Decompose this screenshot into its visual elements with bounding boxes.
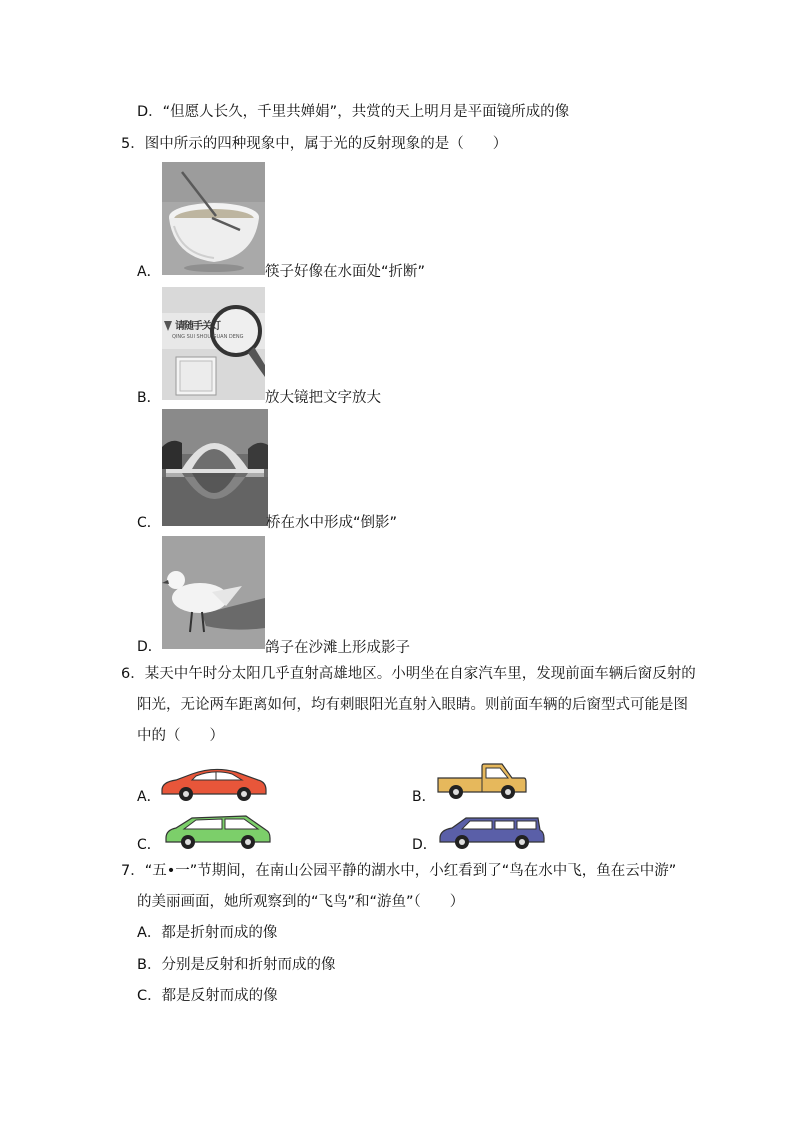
q5-option-c-label: C．	[137, 515, 161, 531]
q6-car-d-image	[436, 812, 546, 850]
q7-stem-line2: 的美丽画面，她所观察到的“飞鸟”和“游鱼”（ ）	[137, 894, 465, 910]
q7-stem-line1: 7．“五•一”节期间，在南山公园平静的湖水中，小红看到了“鸟在水中飞，鱼在云中游”	[121, 863, 677, 879]
bowl-chopstick-image	[162, 162, 265, 275]
q6-option-b-label: B．	[412, 789, 436, 805]
q6-car-c-image	[162, 812, 272, 850]
sign-pinyin: QING SUI SHOU GUAN DENG	[172, 334, 244, 340]
q4-option-d: D．“但愿人长久，千里共婵娟”，共赏的天上明月是平面镜所成的像	[137, 104, 570, 120]
q5-option-d-label: D．	[137, 639, 162, 655]
q5-option-a-label: A．	[137, 264, 161, 280]
sign-text-small: 请随手关灯	[175, 321, 220, 332]
q6-stem-line2: 阳光，无论两车距离如何，均有刺眼阳光直射入眼睛。则前面车辆的后窗型式可能是图	[137, 697, 688, 713]
q6-option-a-label: A．	[137, 789, 161, 805]
bridge-reflection-image	[162, 409, 268, 526]
q6-stem-line3: 中的（ ）	[137, 728, 224, 744]
q5-option-b-label: B．	[137, 390, 161, 406]
q5-option-c-caption: 桥在水中形成“倒影”	[266, 515, 398, 531]
q5-option-d-caption: 鸽子在沙滩上形成影子	[265, 640, 410, 656]
q5-option-a-caption: 筷子好像在水面处“折断”	[265, 264, 426, 280]
q6-stem-line1: 6．某天中午时分太阳几乎直射高雄地区。小明坐在自家汽车里，发现前面车辆后窗反射的	[121, 666, 696, 682]
magnifier-sign-image	[162, 287, 265, 400]
q6-car-a-image	[158, 764, 270, 802]
q7-option-c: C．都是反射而成的像	[137, 988, 278, 1004]
q7-option-a: A．都是折射而成的像	[137, 925, 278, 941]
q6-option-d-label: D．	[412, 837, 437, 853]
pigeon-shadow-image	[162, 536, 265, 649]
q7-option-b: B．分别是反射和折射而成的像	[137, 957, 336, 973]
q5-stem: 5．图中所示的四种现象中，属于光的反射现象的是（ ）	[121, 136, 508, 152]
q5-option-b-caption: 放大镜把文字放大	[265, 390, 381, 406]
q6-car-b-image	[436, 760, 528, 802]
q6-option-c-label: C．	[137, 837, 161, 853]
